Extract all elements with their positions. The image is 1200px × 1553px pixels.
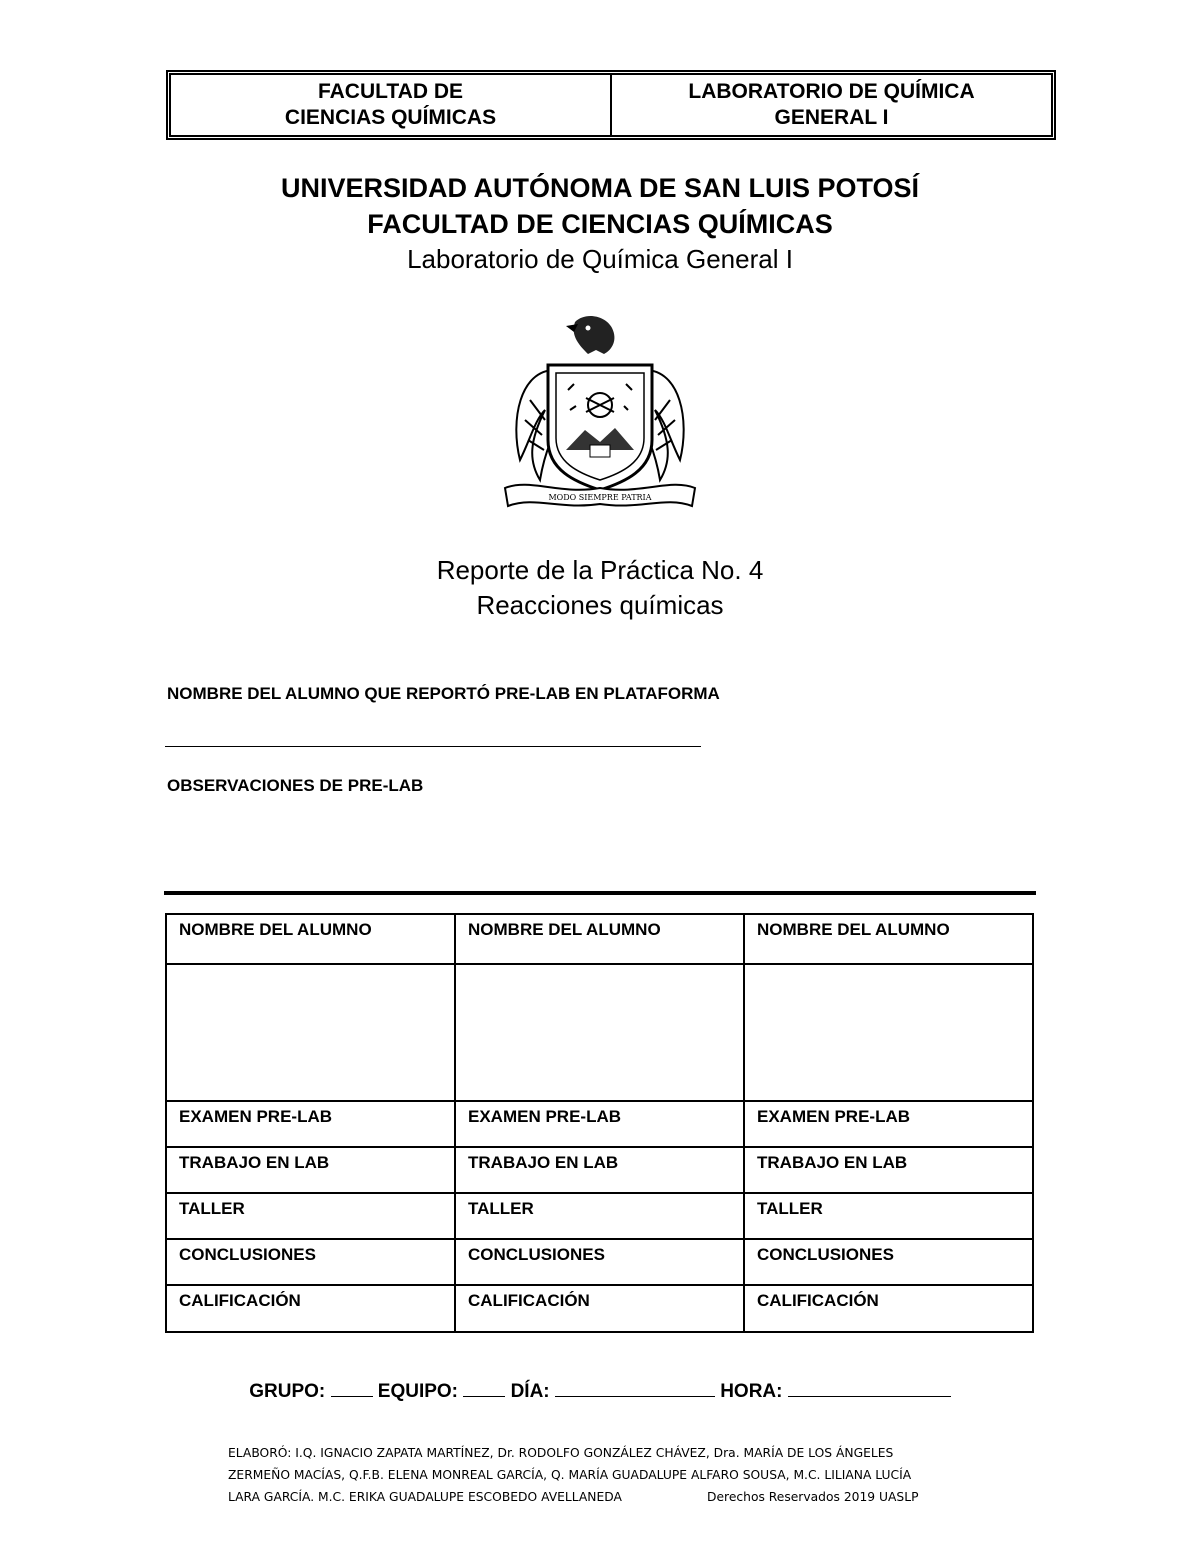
- student-name-cell[interactable]: [166, 964, 455, 1101]
- grade-cell[interactable]: EXAMEN PRE-LAB: [744, 1101, 1033, 1147]
- grade-cell[interactable]: TALLER: [166, 1193, 455, 1239]
- grade-cell[interactable]: CALIFICACIÓN: [744, 1285, 1033, 1332]
- grade-cell[interactable]: EXAMEN PRE-LAB: [455, 1101, 744, 1147]
- section-divider: [164, 891, 1036, 895]
- student-name-cell[interactable]: [744, 964, 1033, 1101]
- hour-field[interactable]: [788, 1379, 951, 1397]
- grade-cell[interactable]: TALLER: [744, 1193, 1033, 1239]
- column-header: NOMBRE DEL ALUMNO: [744, 914, 1033, 964]
- faculty-title: FACULTAD DE CIENCIAS QUÍMICAS: [367, 209, 833, 239]
- lab-title: Laboratorio de Química General I: [407, 244, 793, 274]
- grade-cell[interactable]: CALIFICACIÓN: [166, 1285, 455, 1332]
- grade-cell[interactable]: TRABAJO EN LAB: [166, 1147, 455, 1193]
- footer-credits-line-3: [228, 1489, 928, 1505]
- report-topic: Reacciones químicas: [476, 590, 724, 620]
- document-header: [166, 70, 1056, 140]
- day-label: DÍA:: [510, 1381, 550, 1402]
- team-label: EQUIPO:: [377, 1381, 459, 1402]
- footer-credits-text: LARA GARCÍA. M.C. ERIKA GUADALUPE ESCOBEDO AVELLANEDA: [228, 1490, 622, 1504]
- grade-cell[interactable]: TRABAJO EN LAB: [744, 1147, 1033, 1193]
- session-info-line: [0, 1379, 1200, 1404]
- footer-credits-line-2: ZERMEÑO MACÍAS, Q.F.B. ELENA MONREAL GARCÍA, Q. MARÍA GUADALUPE ALFARO SOUSA, M.C. LILIANA LUCÍA: [228, 1468, 912, 1482]
- student-name-cell[interactable]: [455, 964, 744, 1101]
- header-faculty: FACULTAD DE CIENCIAS QUÍMICAS: [171, 75, 612, 135]
- grade-cell[interactable]: CONCLUSIONES: [744, 1239, 1033, 1285]
- footer-rights: Derechos Reservados 2019 UASLP: [707, 1490, 919, 1504]
- group-field[interactable]: [331, 1379, 373, 1397]
- day-field[interactable]: [555, 1379, 715, 1397]
- header-lab: LABORATORIO DE QUÍMICA GENERAL I: [688, 80, 975, 129]
- grade-cell[interactable]: TALLER: [455, 1193, 744, 1239]
- report-practice-title: Reporte de la Práctica No. 4: [436, 555, 764, 585]
- column-header: NOMBRE DEL ALUMNO: [455, 914, 744, 964]
- observations-label: OBSERVACIONES DE PRE-LAB: [167, 776, 424, 795]
- prelab-student-label: NOMBRE DEL ALUMNO QUE REPORTÓ PRE-LAB EN PLATAFORMA: [167, 684, 720, 703]
- grade-cell[interactable]: EXAMEN PRE-LAB: [166, 1101, 455, 1147]
- university-title: UNIVERSIDAD AUTÓNOMA DE SAN LUIS POTOSÍ: [280, 173, 920, 203]
- footer-credits-line-1: ELABORÓ: I.Q. IGNACIO ZAPATA MARTÍNEZ, Dr. RODOLFO GONZÁLEZ CHÁVEZ, Dra. MARÍA DE LOS ÁNGELES: [228, 1446, 894, 1460]
- team-field[interactable]: [463, 1379, 505, 1397]
- university-seal-icon: [500, 310, 700, 515]
- prelab-student-line[interactable]: [165, 746, 701, 747]
- hour-label: HORA:: [720, 1381, 783, 1402]
- column-header: NOMBRE DEL ALUMNO: [166, 914, 455, 964]
- grades-table: [165, 913, 1034, 1333]
- grade-cell[interactable]: CALIFICACIÓN: [455, 1285, 744, 1332]
- seal-motto: MODO SIEMPRE PATRIA: [548, 493, 652, 502]
- grade-cell[interactable]: CONCLUSIONES: [455, 1239, 744, 1285]
- group-label: GRUPO:: [249, 1381, 326, 1402]
- grade-cell[interactable]: TRABAJO EN LAB: [455, 1147, 744, 1193]
- grade-cell[interactable]: CONCLUSIONES: [166, 1239, 455, 1285]
